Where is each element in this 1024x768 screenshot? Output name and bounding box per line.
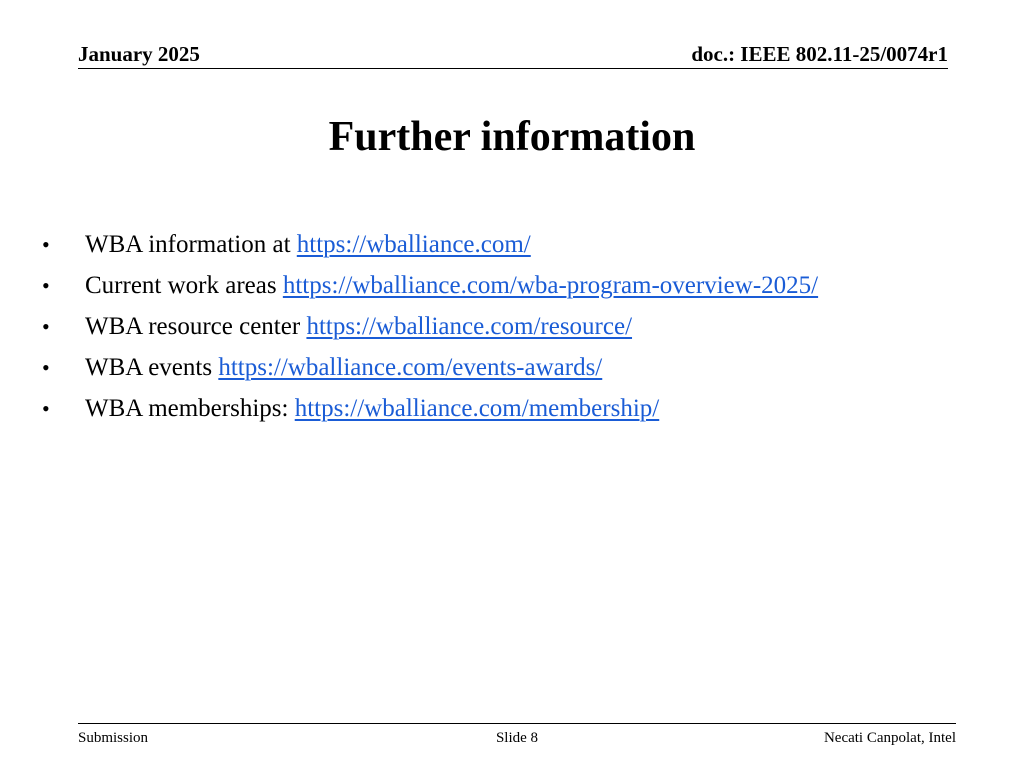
bullet-label: Current work areas — [85, 272, 283, 299]
bullet-icon: • — [42, 355, 50, 380]
footer-submission: Submission — [78, 730, 149, 746]
membership-link[interactable]: https://wballiance.com/membership/ — [294, 395, 660, 422]
bullet-icon: • — [42, 314, 50, 339]
bullet-label: WBA events — [85, 354, 219, 381]
bullet-label: WBA resource center — [85, 313, 307, 340]
resource-center-link[interactable]: https://wballiance.com/resource/ — [306, 313, 633, 340]
slide-header — [78, 40, 948, 69]
slide-footer — [78, 723, 956, 754]
wba-information-link[interactable]: https://wballiance.com/ — [296, 231, 531, 258]
bullet-text — [85, 226, 531, 264]
slide-title: Further information — [328, 114, 696, 160]
header-doc-id: doc.: IEEE 802.11-25/0074r1 — [691, 42, 948, 66]
footer-author: Necati Canpolat, Intel — [823, 730, 956, 746]
bullet-icon: • — [42, 232, 50, 257]
footer-slide-number: Slide 8 — [495, 730, 539, 746]
bullet-text — [85, 267, 818, 305]
bullet-text — [85, 349, 602, 387]
bullet-icon: • — [42, 273, 50, 298]
bullet-label: WBA memberships: — [85, 395, 295, 422]
header-date: January 2025 — [78, 42, 200, 66]
bullet-text — [85, 390, 659, 428]
program-overview-link[interactable]: https://wballiance.com/wba-program-overview-2025/ — [282, 272, 819, 299]
events-awards-link[interactable]: https://wballiance.com/events-awards/ — [218, 354, 603, 381]
bullet-text — [85, 308, 632, 346]
bullet-icon: • — [42, 396, 50, 421]
bullet-label: WBA information at — [85, 231, 297, 258]
